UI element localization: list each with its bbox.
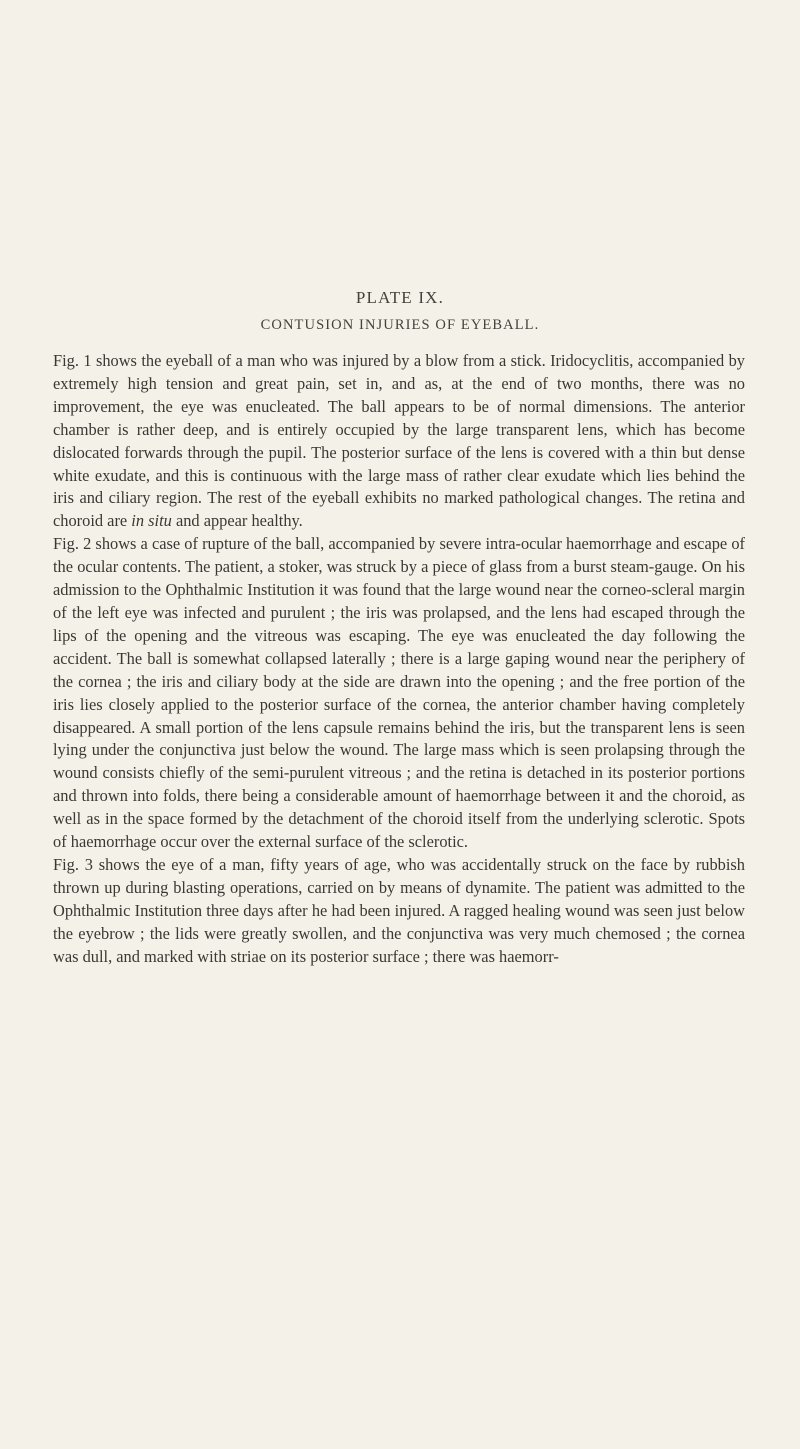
fig-1-italic-phrase: in situ [131, 511, 172, 531]
paragraph-fig-2: Fig. 2 shows a case of rupture of the ball, accompanied by severe intra-ocular haemorrhage and escape of the ocular contents. The patient, a stoker, was struck by a piece of glass from a burst steam-gauge. On his admission to the Ophthalmic Institution it was found that the large wound near the corneo-scleral margin of the left eye was infected and purulent ; the iris was prolapsed, and the lens had escaped through the lips of the opening and the vitreous was escaping. The eye was enucleated the day following the accident. The ball is somewhat collapsed laterally ; there is a large gaping wound near the periphery of the cornea ; the iris and ciliary body at the side are drawn into the opening ; and the free portion of the iris lies closely applied to the posterior surface of the cornea, the anterior chamber having completely disappeared. A small portion of the lens capsule remains behind the iris, but the transparent lens is seen lying under the conjunctiva just below the wound. The large mass which is seen prolapsing through the wound consists chiefly of the semi-purulent vitreous ; and the retina is detached in its posterior portions and thrown into folds, there being a considerable amount of haemorrhage between it and the choroid, as well as in the space formed by the detachment of the choroid itself from the underlying sclerotic. Spots of haemorrhage occur over the external surface of the sclerotic. [53, 534, 745, 852]
fig-1-text-end: and appear healthy. [175, 511, 303, 531]
fig-1-text: Fig. 1 shows the eyeball of a man who was injured by a blow from a stick. Iridocyclitis, accompanied by extremely high tension and great pain, set in, and as, at the end of two months, there was no improvement, the eye was enucleated. The ball appears to be of normal dimensions. The anterior chamber is rather deep, and is entirely occupied by the large transparent lens, which has become dislocated forwards through the pupil. The posterior surface of the lens is covered with a thin but dense white exudate, and this is continuous with the large mass of rather clear exudate which lies behind the iris and ciliary region. The rest of the eyeball exhibits no marked pathological changes. The retina and choroid are [53, 351, 745, 531]
paragraph-fig-3: Fig. 3 shows the eye of a man, fifty years of age, who was accidentally struck on the face by rubbish thrown up during blasting operations, carried on by means of dynamite. The patient was admitted to the Ophthalmic Institution three days after he had been injured. A ragged healing wound was seen just below the eyebrow ; the lids were greatly swollen, and the conjunctiva was very much chemosed ; the cornea was dull, and marked with striae on its posterior surface ; there was haemorr- [53, 854, 745, 966]
paragraph-fig-1 [53, 350, 745, 533]
section-title: CONTUSION INJURIES OF EYEBALL. [260, 317, 540, 333]
plate-title: PLATE IX. [355, 288, 445, 307]
body-text [53, 350, 745, 968]
